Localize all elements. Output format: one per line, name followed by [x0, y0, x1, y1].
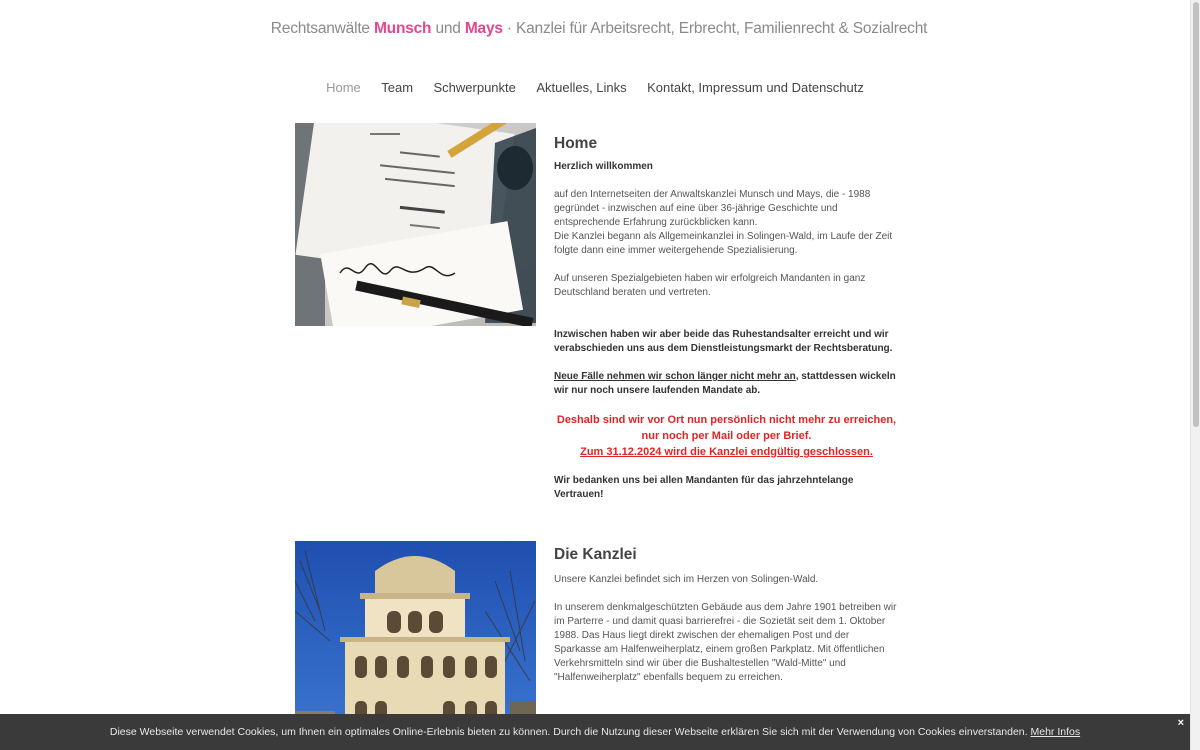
- no-new-cases-text: [554, 370, 899, 398]
- greeting: Herzlich willkommen: [554, 161, 653, 172]
- no-new-cases-rest: , stattdessen wickeln wir nur noch unsere laufenden Mandate ab.: [554, 371, 896, 396]
- notice-line-1: Deshalb sind wir vor Ort nun persönlich nicht mehr zu erreichen,: [556, 414, 897, 426]
- thanks-text: Wir bedanken uns bei allen Mandanten für das jahrzehntelange Vertrauen!: [554, 475, 854, 500]
- notice-line-2: nur noch per Mail oder per Brief.: [641, 430, 812, 442]
- vertical-scrollbar[interactable]: [1190, 0, 1200, 750]
- home-heading: Home: [554, 135, 598, 152]
- scrollbar-thumb[interactable]: [1193, 2, 1199, 427]
- nav-item-home[interactable]: Home: [326, 80, 361, 95]
- intro-text: auf den Internetseiten der Anwaltskanzlei Munsch und Mays, die - 1988 gegründet - inzwischen auf eine über 36-jährige Geschichte und entsprechende Erfahrung zurückblicken kann.: [554, 189, 871, 228]
- kanzlei-section: [554, 545, 899, 685]
- main-nav: [0, 79, 1190, 97]
- specialisation-text: Auf unseren Spezialgebieten haben wir erfolgreich Mandanten in ganz Deutschland beraten und vertreten.: [554, 273, 866, 298]
- nav-item-kontakt[interactable]: Kontakt, Impressum und Datenschutz: [647, 80, 864, 95]
- name-mays: Mays: [464, 20, 503, 37]
- history-text: Die Kanzlei begann als Allgemeinkanzlei in Solingen-Wald, im Laufe der Zeit folgte dann eine immer weitergehende Spezialisierung.: [554, 231, 893, 256]
- title-prefix: Rechtsanwälte: [270, 20, 370, 37]
- nav-item-schwerpunkte[interactable]: Schwerpunkte: [433, 80, 516, 95]
- cookie-close-icon[interactable]: ×: [1177, 717, 1184, 729]
- contract-pen-photo: [295, 123, 536, 326]
- name-munsch: Munsch: [373, 20, 432, 37]
- kanzlei-location-text: Unsere Kanzlei befindet sich im Herzen von Solingen-Wald.: [554, 574, 819, 585]
- closing-date-notice: Zum 31.12.2024 wird die Kanzlei endgültig geschlossen.: [580, 446, 873, 458]
- cookie-banner: [0, 714, 1190, 750]
- title-und: und: [435, 20, 461, 37]
- kanzlei-heading: Die Kanzlei: [554, 546, 637, 563]
- no-new-cases-underlined: Neue Fälle nehmen wir schon länger nicht mehr an: [554, 371, 796, 382]
- retirement-text: Inzwischen haben wir aber beide das Ruhestandsalter erreicht und wir verabschieden uns aus dem Dienstleistungsmarkt der Rechtsberatung.: [554, 329, 893, 354]
- site-title[interactable]: [0, 20, 1190, 38]
- home-section: [554, 134, 899, 502]
- nav-item-team[interactable]: Team: [381, 80, 414, 95]
- nav-item-aktuelles[interactable]: Aktuelles, Links: [536, 80, 627, 95]
- cookie-more-info-link[interactable]: Mehr Infos: [1030, 726, 1081, 738]
- title-suffix: · Kanzlei für Arbeitsrecht, Erbrecht, Familienrecht & Sozialrecht: [506, 20, 928, 37]
- cookie-text: Diese Webseite verwendet Cookies, um Ihnen ein optimales Online-Erlebnis bieten zu können. Durch die Nutzung dieser Webseite erklären Sie sich mit der Verwendung von Cookies einverstanden.: [109, 726, 1028, 738]
- kanzlei-building-text: In unserem denkmalgeschützten Gebäude aus dem Jahre 1901 betreiben wir im Parterre - und damit quasi barrierefrei - die Sozietät seit dem 1. Oktober 1988. Das Haus liegt direkt zwischen der ehemaligen Post und der Sparkasse am Halfenweiherplatz, einem großen Parkplatz. Mit öffentlichen Verkehrsmitteln sind wir über die Bushaltestellen "Wald-Mitte" und "Halfenweiherplatz" ebenfalls bequem zu erreichen.: [554, 602, 897, 683]
